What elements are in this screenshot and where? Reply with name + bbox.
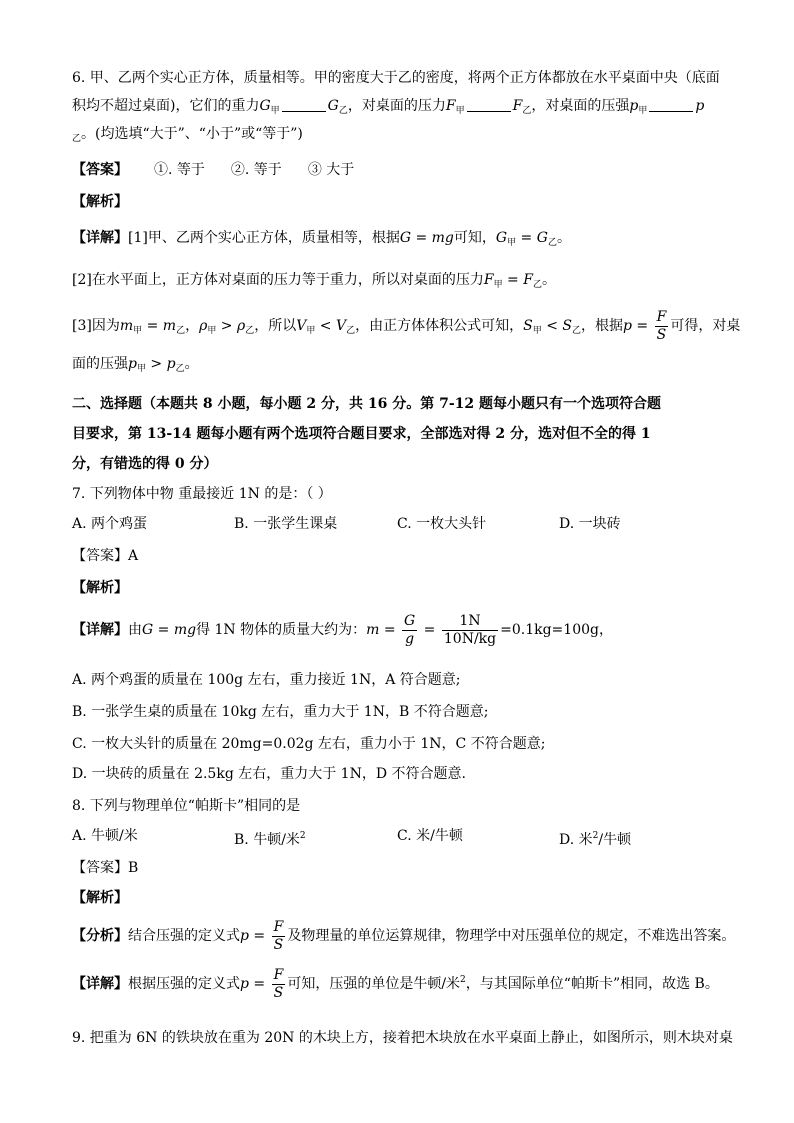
answer-2: ②. 等于 [230,162,282,178]
q6-text: ，对桌面的压强 [531,98,630,114]
equals-sign: = [516,230,537,246]
q7-analysis-tag: 【解析】 [72,580,128,596]
frac-numerator: F [273,918,284,935]
symbol-p: p [695,98,705,114]
sub-jia: 甲 [136,364,146,374]
symbol-f: F [523,272,533,288]
frac-denominator: g [405,630,415,647]
symbol-p: p [166,356,176,372]
q7-text: =0.1kg=100g， [500,622,613,638]
symbol-rho: ρ [236,318,246,334]
q6-detail-4 [72,354,199,379]
q8-analysis-tag: 【解析】 [72,890,128,906]
q6-text: [3]因为 [72,318,120,334]
sub-yi: 乙 [338,106,348,116]
detail-tag: 【详解】 [72,230,128,246]
q8-option-d [559,826,631,850]
equals-sign: = [248,928,270,944]
q7-text: 得 1N 物体的质量大约为： [196,622,367,638]
equals-sign: = [142,318,163,334]
blank-1 [282,98,326,112]
punct: 。 [184,356,199,372]
analysis-sub-tag: 【分析】 [72,928,128,944]
sub-jia: 甲 [507,238,517,248]
q6-detail-3 [72,308,740,349]
equals-sign: = [419,622,440,638]
q7-explain-a: A. 两个鸡蛋的质量在 100g 左右，重力接近 1N，A 符合题意; [72,672,461,688]
q6-line-2 [72,96,704,121]
frac-denominator: S [273,936,284,953]
sub-jia: 甲 [306,326,316,336]
symbol-g: G [327,98,339,114]
equals-sign: = [502,272,524,288]
symbol-f: F [512,98,523,114]
sub-yi: 乙 [245,326,255,336]
equals-sign: = [631,318,653,334]
q6-text: 可知， [453,230,496,246]
superscript: 2 [299,831,306,841]
q8-text: 结合压强的定义式 [128,928,240,944]
sub-yi: 乙 [532,280,542,290]
q7-option-d: D. 一块砖 [559,516,621,532]
q8-detail [72,962,719,1002]
q7-option-c: C. 一枚大头针 [397,516,487,532]
punct: ， [185,318,200,334]
q9-stem: 9. 把重为 6N 的铁块放在重为 20N 的木块上方，接着把木块放在水平桌面上静止，如图所示，则木块对桌 [72,1030,733,1046]
lt-sign: < [541,318,563,334]
q8-option-b-text: B. 牛顿/米 [234,832,300,848]
frac-numerator: 1N [442,613,498,631]
sub-jia: 甲 [207,326,217,336]
q8-option-b [234,826,306,850]
q6-line-1: 6. 甲、乙两个实心正方体，质量相等。甲的密度大于乙的密度，将两个正方体都放在水平桌面中央（底面 [72,70,720,86]
symbol-p: p [128,356,137,372]
q8-text: 及物理量的单位运算规律，物理学中对压强单位的规定，不难选出答案。 [287,928,736,944]
q8-option-d-text: D. 米 [559,832,593,848]
lt-sign: < [315,318,336,334]
q6-text: 。(均选填“大于”、“小于”或“等于”) [81,126,303,142]
fraction-1n-over-10n [442,613,498,648]
q7-answer: 【答案】A [72,548,139,564]
fraction-f-over-s [655,309,669,344]
symbol-g: G [259,98,271,114]
sub-yi: 乙 [176,326,186,336]
symbol-p: p [240,928,249,944]
sub-yi: 乙 [175,364,185,374]
q6-detail-1 [72,228,571,253]
q8-text: 根据压强的定义式 [128,976,240,992]
symbol-s: S [523,318,533,334]
fraction-f-over-s [272,967,286,1002]
q8-option-a: A. 牛顿/米 [72,828,138,844]
formula-g-mg: G = mg [399,230,454,246]
sub-jia: 甲 [532,326,542,336]
q6-line-3 [72,124,303,149]
sub-yi: 乙 [72,134,82,144]
detail-tag: 【详解】 [72,976,128,992]
q6-text: [1]甲、乙两个实心正方体，质量相等，根据 [128,230,400,246]
answer-1: ①. 等于 [154,162,205,178]
symbol-m: m [162,318,177,334]
section-2-line-3: 分，有错选的得 0 分） [72,456,218,472]
q6-text: [2]在水平面上，正方体对桌面的压力等于重力，所以对桌面的压力 [72,272,484,288]
answer-tag: 【答案】 [72,162,128,178]
q6-detail-2 [72,270,556,295]
gt-sign: > [145,356,167,372]
blank-3 [649,98,693,112]
symbol-p: p [240,976,249,992]
superscript: 2 [592,831,599,841]
symbol-p: p [629,98,639,114]
superscript: 2 [460,975,466,985]
punct: 。 [541,272,556,288]
q6-analysis-tag: 【解析】 [72,194,128,210]
q6-text: ，根据 [581,318,623,334]
formula-g-mg: G = mg [142,622,197,638]
symbol-f: F [445,98,456,114]
q6-answer [72,160,354,180]
symbol-f: F [483,272,494,288]
symbol-s: S [562,318,572,334]
symbol-p: p [623,318,632,334]
q8-stem: 8. 下列与物理单位“帕斯卡”相同的是 [72,798,301,814]
q8-option-d-tail: /牛顿 [598,832,632,848]
q6-text: 可得，对桌 [670,318,741,334]
q6-text: ，由正方体体积公式可知， [355,318,524,334]
sub-yi: 乙 [547,238,557,248]
sub-jia: 甲 [270,106,280,116]
equals-sign: = [248,976,270,992]
q7-explain-d: D. 一块砖的质量在 2.5kg 左右，重力大于 1N，D 不符合题意. [72,766,466,782]
sub-yi: 乙 [346,326,356,336]
q7-stem: 7. 下列物体中物 重最接近 1N 的是：（ ） [72,486,332,502]
q7-option-a: A. 两个鸡蛋 [72,516,148,532]
symbol-v: V [336,318,347,334]
section-2-line-1: 二、选择题（本题共 8 小题，每小题 2 分，共 16 分。第 7-12 题每小题只有一个选项符合题 [72,396,661,412]
frac-numerator: F [656,308,667,325]
symbol-g: G [536,230,548,246]
q6-text: 面的压强 [72,356,128,372]
q7-detail [72,612,613,648]
fraction-f-over-s [272,919,286,954]
section-2-line-2: 目要求，第 13-14 题每小题有两个选项符合题目要求，全部选对得 2 分，选对但不全的得 1 [72,426,651,442]
answer-3: ③ 大于 [307,162,355,178]
q7-option-b: B. 一张学生课桌 [234,516,338,532]
blank-2 [467,98,511,112]
symbol-m: m [366,622,380,638]
sub-jia: 甲 [455,106,465,116]
q6-text: ，所以 [254,318,297,334]
q6-text: 积均不超过桌面)，它们的重力 [72,98,260,114]
sub-jia: 甲 [493,280,503,290]
fraction-g-over-g [402,613,417,648]
sub-yi: 乙 [522,106,532,116]
q8-analysis [72,918,735,954]
symbol-rho: ρ [199,318,208,334]
symbol-m: m [119,318,134,334]
equals-sign: = [379,622,401,638]
q8-option-c: C. 米/牛顿 [397,828,463,844]
frac-denominator: 10N/kg [443,630,497,647]
frac-denominator: S [656,326,667,343]
q6-text: ，对桌面的压力 [347,98,446,114]
symbol-g: G [495,230,508,246]
q8-text: 可知，压强的单位是牛顿/米 [287,976,461,992]
q8-answer: 【答案】B [72,860,139,876]
frac-denominator: S [273,984,284,1001]
sub-jia: 甲 [638,106,648,116]
q7-explain-b: B. 一张学生桌的质量在 10kg 左右，重力大于 1N，B 不符合题意; [72,704,489,720]
gt-sign: > [216,318,237,334]
sub-yi: 乙 [571,326,581,336]
q8-text: ，与其国际单位“帕斯卡”相同，故选 B。 [465,976,719,992]
sub-jia: 甲 [133,326,143,336]
frac-numerator: F [273,966,284,983]
frac-numerator: G [404,612,416,629]
symbol-v: V [296,318,307,334]
q7-text: 由 [128,622,142,638]
punct: 。 [556,230,571,246]
q7-explain-c: C. 一枚大头针的质量在 20mg=0.02g 左右，重力小于 1N，C 不符合题意; [72,736,546,752]
detail-tag: 【详解】 [72,622,128,638]
